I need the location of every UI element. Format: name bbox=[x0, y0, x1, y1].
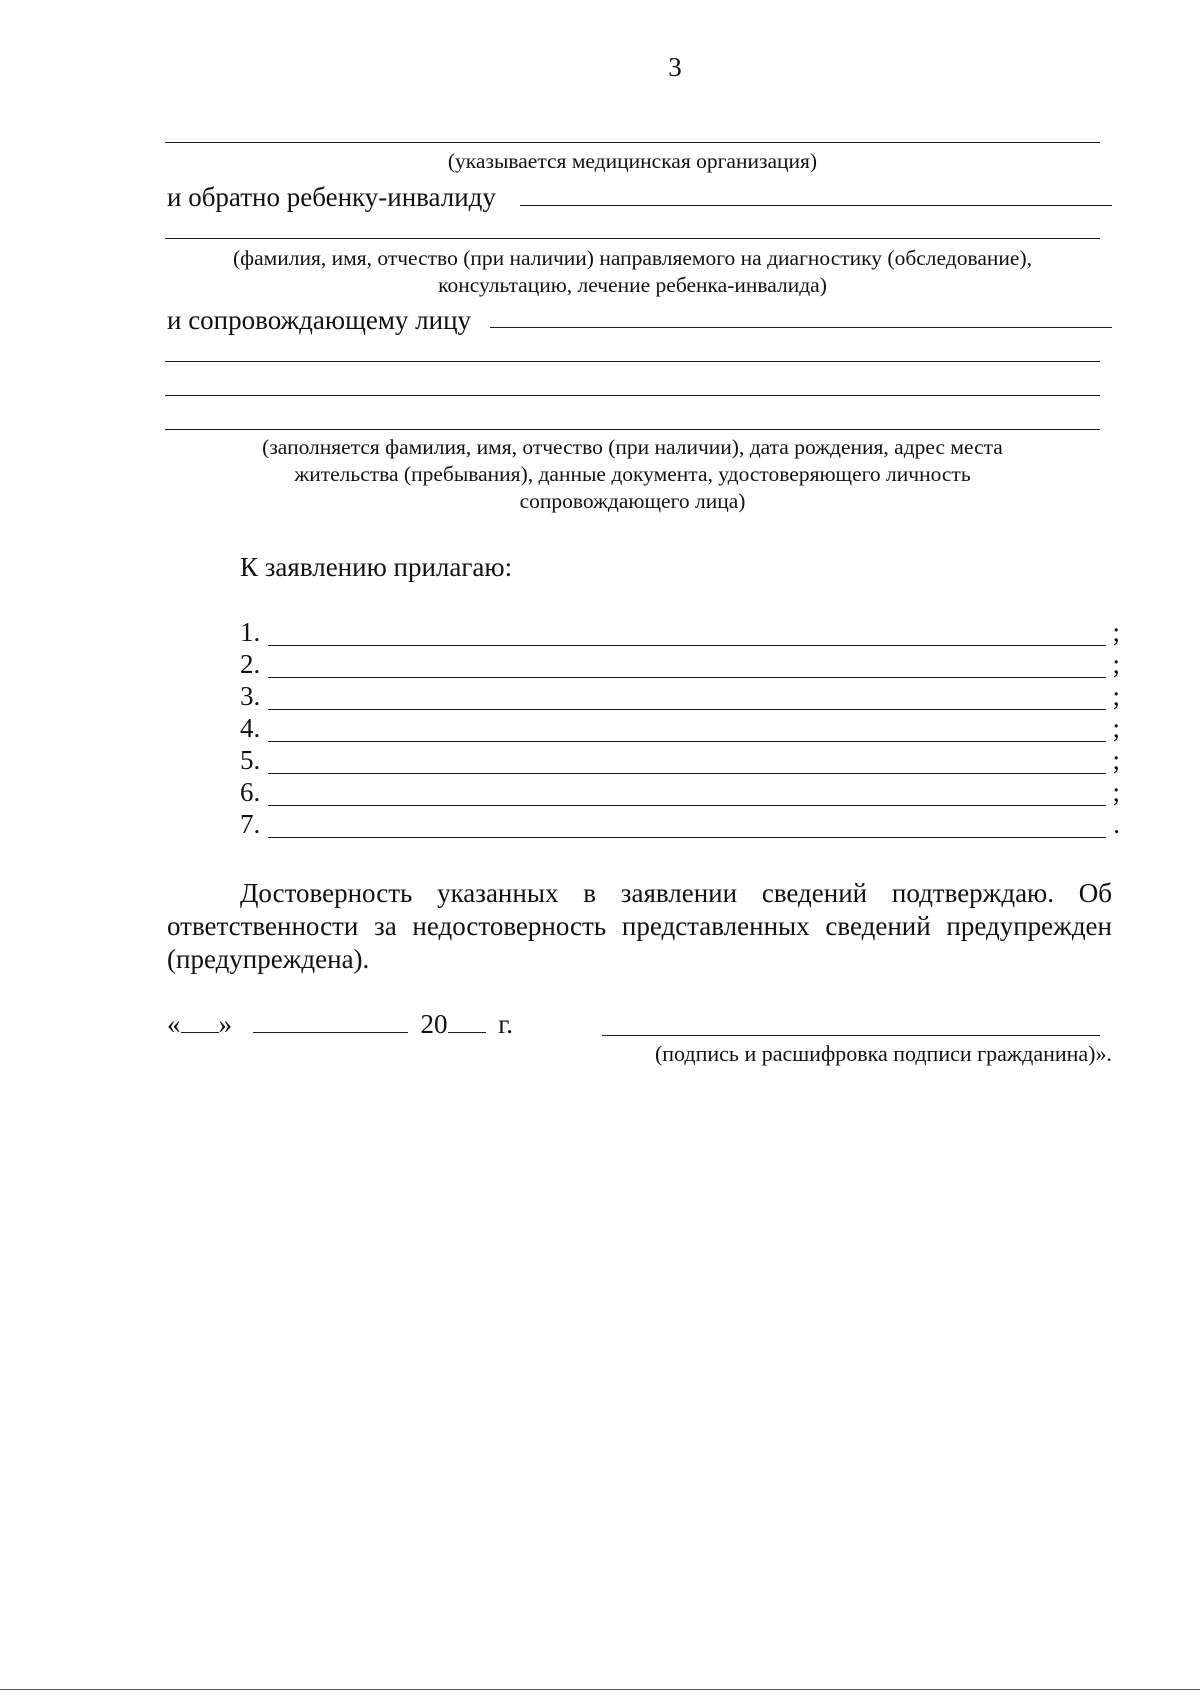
date-close-quote: » bbox=[218, 1009, 232, 1039]
attachment-punctuation: ; bbox=[1112, 617, 1120, 647]
med-org-line[interactable] bbox=[165, 142, 1100, 143]
attachment-row[interactable] bbox=[240, 649, 1120, 681]
attachment-row[interactable] bbox=[240, 681, 1120, 713]
attachment-line[interactable] bbox=[268, 677, 1106, 678]
day-input-line[interactable] bbox=[181, 1008, 219, 1033]
attachment-number: 3. bbox=[240, 681, 261, 711]
attachment-number: 1. bbox=[240, 617, 261, 647]
month-input-line[interactable] bbox=[253, 1008, 408, 1033]
year-suffix: г. bbox=[498, 1009, 514, 1039]
date-open-quote: « bbox=[167, 1009, 181, 1039]
attachment-row[interactable] bbox=[240, 745, 1120, 777]
attachment-line[interactable] bbox=[268, 837, 1106, 838]
companion-line-3[interactable] bbox=[165, 395, 1100, 396]
child-caption-line1: (фамилия, имя, отчество (при наличии) направляемого на диагностику (обследование), bbox=[233, 246, 1032, 270]
companion-caption bbox=[165, 434, 1100, 515]
attachment-row[interactable] bbox=[240, 617, 1120, 649]
child-caption bbox=[165, 245, 1100, 299]
med-org-caption: (указывается медицинская организация) bbox=[447, 149, 818, 173]
child-name-line-2[interactable] bbox=[165, 238, 1100, 239]
attachment-row[interactable] bbox=[240, 713, 1120, 745]
attachment-row[interactable] bbox=[240, 777, 1120, 809]
year-prefix: 20 bbox=[420, 1009, 448, 1039]
attachment-line[interactable] bbox=[268, 805, 1106, 806]
attachment-line[interactable] bbox=[268, 709, 1106, 710]
attachment-punctuation: . bbox=[1113, 809, 1120, 839]
companion-line-4[interactable] bbox=[165, 429, 1100, 430]
attachment-number: 2. bbox=[240, 649, 261, 679]
date-field[interactable] bbox=[167, 1008, 513, 1040]
child-caption-line2: консультацию, лечение ребенка-инвалида) bbox=[438, 273, 827, 297]
companion-caption-line2: жительства (пребывания), данные документа, удостоверяющего личность bbox=[294, 462, 971, 486]
attachment-number: 4. bbox=[240, 713, 261, 743]
attachment-line[interactable] bbox=[268, 741, 1106, 742]
attachment-number: 5. bbox=[240, 745, 261, 775]
attachment-number: 7. bbox=[240, 809, 261, 839]
attachment-punctuation: ; bbox=[1112, 681, 1120, 711]
confirmation-paragraph: Достоверность указанных в заявлении сведений подтверждаю. Об ответственности за недостоверность представленных сведений предупрежден (предупреждена). bbox=[167, 878, 1112, 974]
companion-caption-line1: (заполняется фамилия, имя, отчество (при наличии), дата рождения, адрес места bbox=[262, 435, 1003, 459]
companion-line-2[interactable] bbox=[165, 361, 1100, 362]
companion-caption-line3: сопровождающего лица) bbox=[519, 489, 746, 513]
attachment-punctuation: ; bbox=[1112, 713, 1120, 743]
attachment-punctuation: ; bbox=[1112, 745, 1120, 775]
attachment-punctuation: ; bbox=[1112, 777, 1120, 807]
signature-caption: (подпись и расшифровка подписи гражданина)». bbox=[654, 1041, 1112, 1066]
attachment-number: 6. bbox=[240, 777, 261, 807]
attachment-row[interactable] bbox=[240, 809, 1120, 841]
attachment-line[interactable] bbox=[268, 645, 1106, 646]
attachment-punctuation: ; bbox=[1112, 649, 1120, 679]
child-label: и обратно ребенку-инвалиду bbox=[167, 182, 496, 212]
attachment-line[interactable] bbox=[268, 773, 1106, 774]
signature-line[interactable] bbox=[602, 1035, 1100, 1036]
attachments-heading: К заявлению прилагаю: bbox=[240, 552, 513, 582]
child-name-line[interactable] bbox=[520, 205, 1112, 206]
companion-line-1[interactable] bbox=[490, 327, 1112, 328]
scan-edge-line bbox=[0, 1689, 1200, 1690]
page-number: 3 bbox=[668, 52, 682, 82]
year-input-line[interactable] bbox=[448, 1008, 486, 1033]
companion-label: и сопровождающему лицу bbox=[167, 305, 472, 335]
